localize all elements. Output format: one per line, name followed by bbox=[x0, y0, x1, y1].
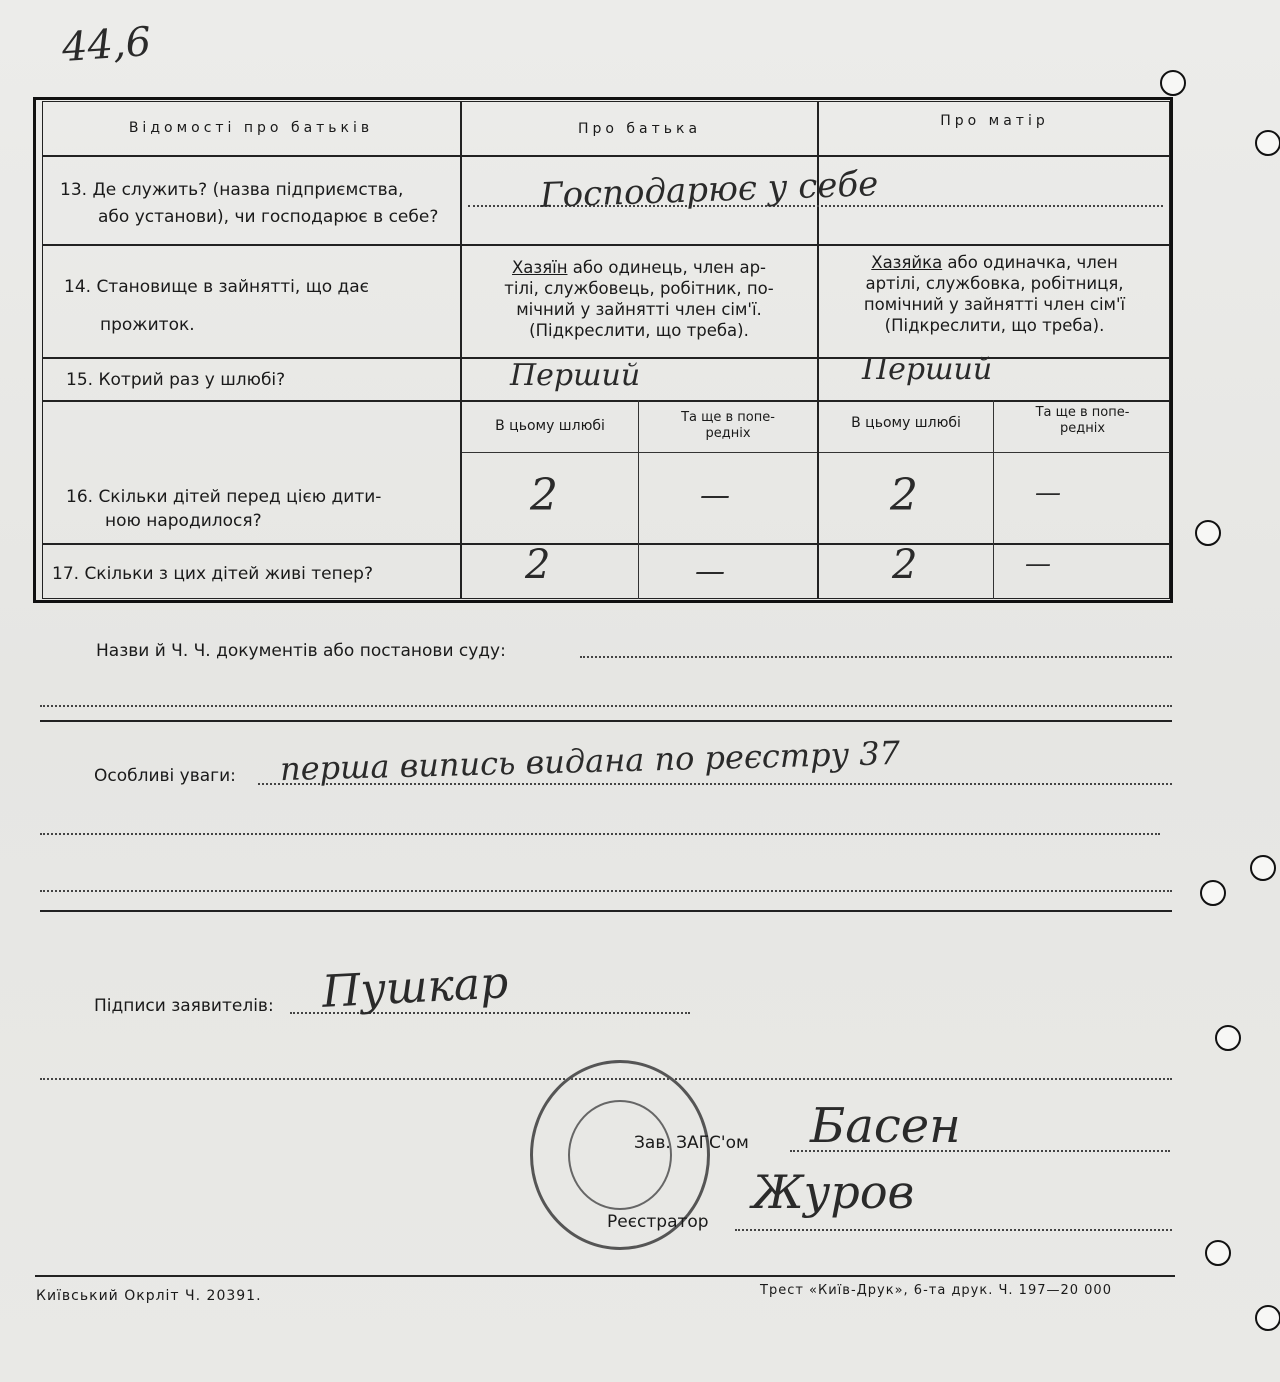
documents-line bbox=[580, 656, 1172, 658]
documents-label: Назви й Ч. Ч. документів або постанови суду: bbox=[96, 641, 506, 661]
q13-label-line2: або установи), чи господарює в себе? bbox=[98, 207, 439, 227]
mother-option-text: або одиначка, член bbox=[942, 253, 1118, 272]
zags-head-label: Зав. ЗАГС'ом bbox=[634, 1133, 749, 1153]
row-divider bbox=[462, 452, 1170, 453]
footer-left: Київський Окрліт Ч. 20391. bbox=[36, 1288, 262, 1304]
column-divider bbox=[460, 101, 462, 599]
mother-option-line1 bbox=[823, 252, 1166, 273]
remarks-value: перша випись видана по реєстру 37 bbox=[279, 733, 901, 789]
remarks-label: Особливі уваги: bbox=[94, 766, 236, 786]
registrar-label: Реєстратор bbox=[607, 1212, 709, 1232]
q13-answer: Господарює у себе bbox=[539, 164, 879, 216]
row-divider bbox=[42, 400, 1170, 402]
father-option-line4: (Підкреслити, що треба). bbox=[529, 321, 749, 340]
remarks-line-3 bbox=[40, 890, 1172, 892]
q14-label-line1: 14. Становище в зайнятті, що дає bbox=[64, 277, 370, 297]
q15-mother-answer: Перший bbox=[862, 352, 993, 387]
row-divider bbox=[42, 244, 1170, 246]
punch-hole bbox=[1205, 1240, 1231, 1266]
q14-father-options bbox=[466, 257, 812, 341]
previous-header-line2: редніх bbox=[705, 426, 751, 441]
registrar-signature: Журов bbox=[752, 1165, 915, 1219]
father-this-marriage-header: В цьому шлюбі bbox=[495, 418, 605, 434]
section-rule bbox=[40, 720, 1172, 722]
zags-head-signature: Басен bbox=[810, 1098, 961, 1154]
q16-label-line1: 16. Скільки дітей перед цією дити- bbox=[66, 487, 382, 507]
header-mother: Про матір bbox=[940, 113, 1049, 129]
father-option-line3: мічний у зайнятті член сім'ї. bbox=[516, 300, 762, 319]
header-section: Відомості про батьків bbox=[128, 120, 374, 136]
footer-right: Трест «Київ-Друк», 6-та друк. Ч. 197—20 000 bbox=[760, 1283, 1112, 1298]
punch-hole bbox=[1195, 520, 1221, 546]
father-option-text: або одинець, член ар- bbox=[567, 258, 766, 277]
mother-option-line4: (Підкреслити, що треба). bbox=[884, 316, 1105, 335]
applicants-signature: Пушкар bbox=[320, 957, 510, 1018]
father-option-line1 bbox=[466, 257, 812, 278]
previous-header-line1: Та ще в попе- bbox=[1035, 405, 1130, 420]
section-rule bbox=[40, 910, 1172, 912]
q16-label-line2: ною народилося? bbox=[105, 511, 262, 531]
mother-option-line3: помічний у зайнятті член сім'ї bbox=[863, 295, 1126, 314]
footer-rule bbox=[35, 1275, 1175, 1277]
row-divider bbox=[42, 155, 1170, 157]
mother-option-line2: артілі, службовка, робітниця, bbox=[865, 274, 1124, 293]
q16-mother-prev: — bbox=[1035, 478, 1061, 508]
previous-header-line2: редніх bbox=[1059, 421, 1106, 436]
punch-hole bbox=[1200, 880, 1226, 906]
q17-mother-prev: — bbox=[1025, 549, 1051, 579]
previous-header-line1: Та ще в попе- bbox=[681, 410, 775, 425]
punch-hole bbox=[1215, 1025, 1241, 1051]
q17-label: 17. Скільки з цих дітей живі тепер? bbox=[52, 564, 373, 584]
registrar-line bbox=[735, 1229, 1172, 1231]
q13-label-line1: 13. Де служить? (назва підприємства, bbox=[60, 180, 404, 200]
punch-hole bbox=[1160, 70, 1186, 96]
mother-previous-header bbox=[995, 405, 1170, 437]
father-selected-option: Хазяїн bbox=[512, 258, 568, 277]
column-divider bbox=[638, 400, 639, 599]
q17-father-prev: — bbox=[695, 554, 725, 589]
mother-this-marriage-header: В цьому шлюбі bbox=[851, 415, 961, 431]
q16-father-this: 2 bbox=[530, 470, 558, 521]
father-previous-header bbox=[640, 410, 816, 442]
documents-line-2 bbox=[40, 705, 1172, 707]
punch-hole bbox=[1250, 855, 1276, 881]
q14-mother-options bbox=[823, 252, 1166, 336]
official-seal-inner bbox=[568, 1100, 672, 1210]
mother-selected-option: Хазяйка bbox=[871, 253, 943, 272]
q15-label: 15. Котрий раз у шлюбі? bbox=[66, 370, 286, 390]
corner-archive-note: 44,6 bbox=[60, 18, 153, 72]
q17-father-this: 2 bbox=[525, 542, 551, 588]
q17-mother-this: 2 bbox=[892, 542, 918, 588]
applicants-label: Підписи заявителів: bbox=[94, 996, 274, 1016]
punch-hole bbox=[1255, 130, 1280, 156]
q16-father-prev: — bbox=[700, 478, 730, 513]
q15-father-answer: Перший bbox=[510, 358, 641, 393]
punch-hole bbox=[1255, 1305, 1280, 1331]
father-option-line2: тілі, службовець, робітник, по- bbox=[504, 279, 774, 298]
header-father: Про батька bbox=[577, 121, 702, 137]
column-divider bbox=[993, 400, 994, 599]
q16-mother-this: 2 bbox=[890, 470, 918, 521]
q14-label-line2: прожиток. bbox=[100, 315, 195, 335]
row-divider bbox=[42, 543, 1170, 545]
remarks-line-2 bbox=[40, 833, 1160, 835]
